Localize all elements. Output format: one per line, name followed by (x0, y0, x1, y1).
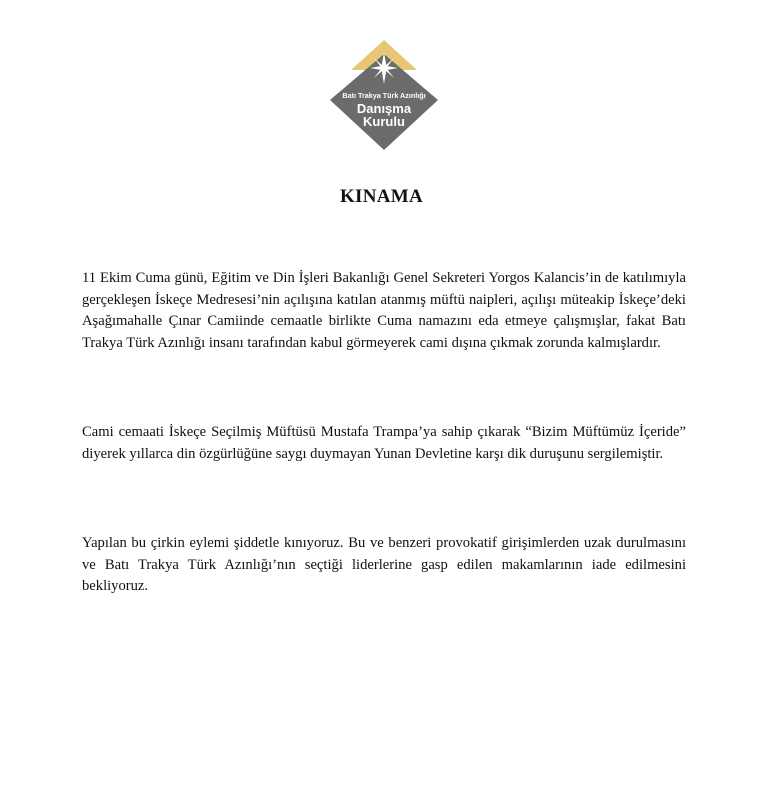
logo-line3: Kurulu (363, 114, 405, 129)
paragraph-3: Yapılan bu çirkin eylemi şiddetle kınıyoruz. Bu ve benzeri provokatif girişimlerden uzak durulmasını ve Batı Trakya Türk Azınlığı’nın seçtiği liderlerine gasp edilen makamlarının iade edilmesini bekliyoruz. (82, 535, 686, 594)
paragraph-1: 11 Ekim Cuma günü, Eğitim ve Din İşleri Bakanlığı Genel Sekreteri Yorgos Kalancis’in de katılımıyla gerçekleşen İskeçe Medresesi’nin açılışına katılan atanmış müftü naipleri, açılışı müteakip İskeçe’deki Aşağımahalle Çınar Camiinde cemaatle birlikte Cuma namazını eda etmeye çalışmışlar, fakat Batı Trakya Türk Azınlığı insanı tarafından kabul görmeyerek cami dışına çıkmak zorunda kalmışlardır. (82, 270, 686, 351)
document-title: KINAMA (339, 186, 424, 207)
organization-logo (324, 38, 444, 152)
paragraph-2: Cami cemaati İskeçe Seçilmiş Müftüsü Mustafa Trampa’ya sahip çıkarak “Bizim Müftümüz İçeride” diyerek yıllarca din özgürlüğüne saygı duymayan Yunan Devletine karşı dik duruşunu sergilemiştir. (82, 424, 686, 462)
logo-emblem-icon (324, 38, 444, 152)
logo-line2: Danışma (356, 101, 412, 116)
logo-line1: Batı Trakya Türk Azınlığı (342, 91, 426, 100)
